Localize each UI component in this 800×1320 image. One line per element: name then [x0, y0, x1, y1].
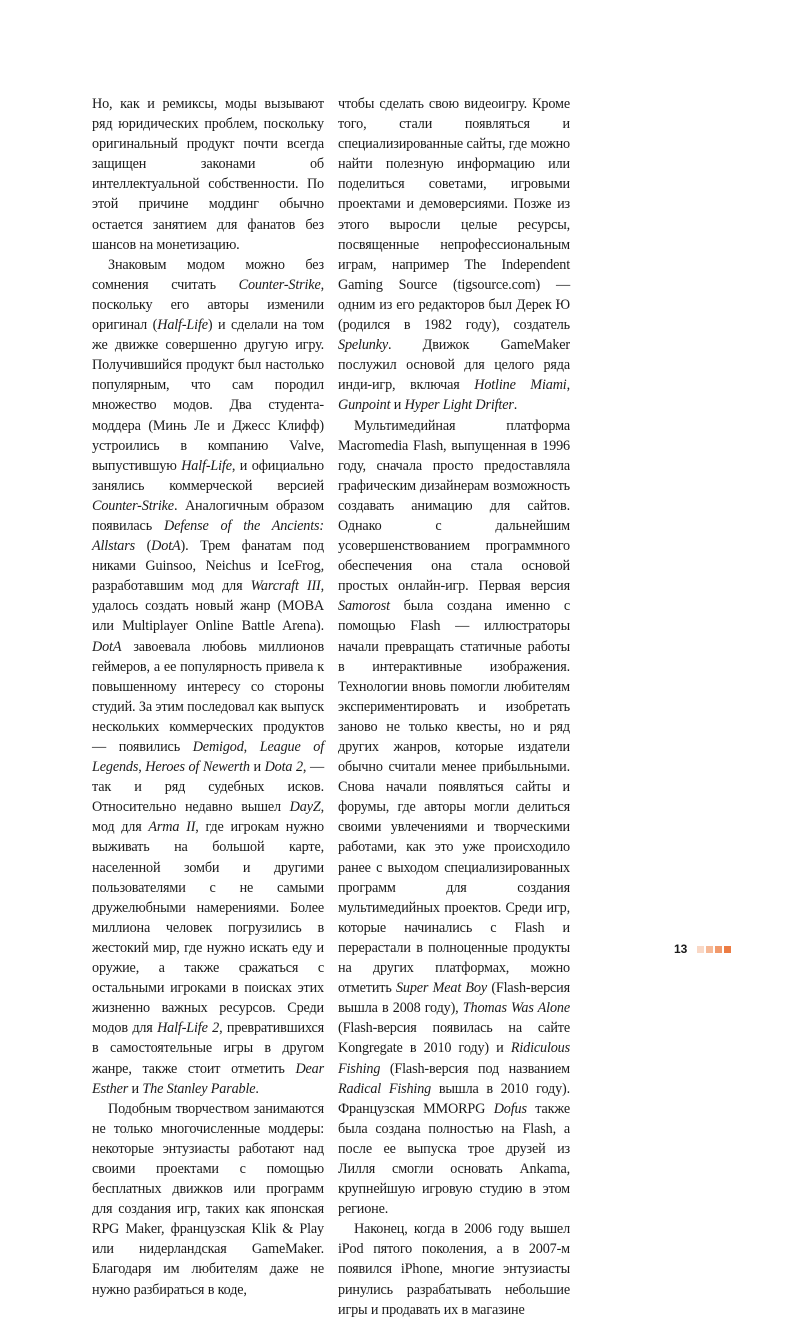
- paragraph-mods-legal: Но, как и ремиксы, моды вызывают ряд юридических проблем, поскольку оригинальный продукт почти всегда защищен законами об интеллектуальной собственности. По этой причине моддинг обычно остается занятием для фанатов без шансов на монетизацию.: [92, 96, 324, 253]
- page-number: 13: [674, 942, 688, 956]
- paragraph-indie-sites: чтобы сделать свою видеоигру. Кроме того, стали появляться и специализированные сайты, где можно найти полезную информацию или поделиться советами, игровыми проектами и демоверсиями. Позже из этого выросли целые ресурсы, посвященные непрофессиональным играм, например The Independent Gaming Source (tigsource.com) — одним из его редакторов был Дерек Ю (родился в 1982 году), создатель Spelunky. Движок GameMaker послужил основой для целого ряда инди-игр, включая Hotline Miami, Gunpoint и Hyper Light Drifter.: [338, 96, 570, 414]
- decorative-square: [706, 946, 713, 953]
- decorative-square: [715, 946, 722, 953]
- paragraph-iconic-mods: Знаковым модом можно без сомнения считать Counter-Strike, поскольку его авторы изменили оригинал (Half-Life) и сделали на том же движке совершенно другую игру. Получившийся продукт был настолько популярным, что сам породил множество модов. Два студента-моддера (Минь Ле и Джесс Клифф) устроились в компанию Valve, выпустившую Half-Life, и официально занялись коммерческой версией Counter-Strike. Аналогичным образом появилась Defense of the Ancients: Allstars (DotA). Трем фанатам под никами Guinsoo, Neichus и IceFrog, разработавшим мод для Warcraft III, удалось создать новый жанр (MOBA или Multiplayer Online Battle Arena). DotA завоевала любовь миллионов геймеров, а ее популярность привела к повышенному интересу со стороны студий. За этим последовал как выпуск нескольких коммерческих продуктов — появились Demigod, League of Legends, Heroes of Newerth и Dota 2, — так и ряд судебных исков. Относительно недавно вышел DayZ, мод для Arma II, где игрокам нужно выживать на большой карте, населенной зомби и другими пользователями с не самыми дружелюбными намерениями. Более миллиона человек погрузились в жестокий мир, где нужно искать еду и оружие, а также сражаться с остальными игроками в поисках этих жизненно важных ресурсов. Среди модов для Half-Life 2, превратившихся в самостоятельные игры в другом жанре, также стоит отметить Dear Esther и The Stanley Parable.: [92, 256, 325, 1097]
- paragraph-ipod: Наконец, когда в 2006 году вышел iPod пятого поколения, а в 2007-м появился iPhone, многие энтузиасты ринулись разрабатывать небольшие игры и продавать их в магазине: [338, 1221, 570, 1318]
- decorative-square: [697, 946, 704, 953]
- page-footer: [674, 942, 731, 956]
- decorative-square: [724, 946, 731, 953]
- right-column: [338, 94, 570, 1320]
- paragraph-flash: Мультимедийная платформа Macromedia Flash, выпущенная в 1996 году, сначала просто предоставляла графическим дизайнерам возможность создавать анимацию для сайтов. Однако с дальнейшим усовершенствованием программного обеспечения она стала основой простых онлайн-игр. Первая версия Samorost была создана именно с помощью Flash — иллюстраторы начали превращать статичные работы в интерактивные изображения. Технологии вновь помогли любителям экспериментировать и изобретать заново не только квесты, но и ряд других жанров, которые издатели обычно считали менее прибыльными. Снова начали появляться сайты и форумы, где авторы могли делиться своими увлечениями и творческими работами, как это уже происходило ранее с выходом специализированных программ для создания мультимедийных проектов. Среди игр, которые начинались с Flash и перерастали в полноценные продукты на других платформах, можно отметить Super Meat Boy (Flash-версия вышла в 2008 году), Thomas Was Alone (Flash-версия появилась на сайте Kongregate в 2010 году) и Ridiculous Fishing (Flash-версия под названием Radical Fishing вышла в 2010 году). Французская MMORPG Dofus также была создана полностью на Flash, а после ее выпуска трое друзей из Лилля смогли основать Ankama, крупнейшую игровую студию в этом регионе.: [338, 417, 571, 1218]
- left-column: [92, 94, 324, 1300]
- paragraph-game-tools: Подобным творчеством занимаются не только многочисленные моддеры: некоторые энтузиасты работают над своими проектами с помощью бесплатных движков или программ для создания игр, таких как японская RPG Maker, французская Klik & Play или нидерландская GameMaker. Благодаря им любителям даже не нужно разбираться в коде,: [92, 1100, 324, 1298]
- decorative-squares: [697, 946, 731, 953]
